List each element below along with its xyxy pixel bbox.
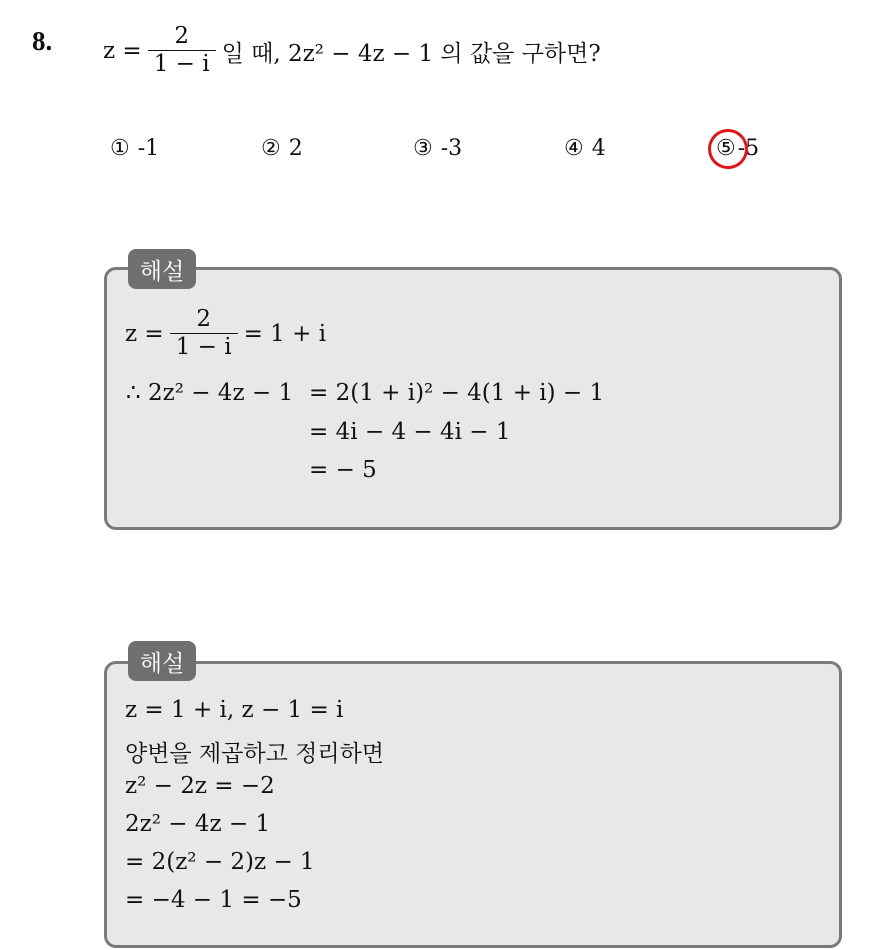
choice-2-value: 2 [288,135,303,161]
answer-choices [0,130,884,166]
solution1-line1 [125,303,326,365]
z-prefix: z = [103,38,142,64]
solution1-line3: = 4i − 4 − 4i − 1 [309,419,511,445]
solution1-line2-right: = 2(1 + i)² − 4(1 + i) − 1 [309,380,605,406]
solution2-line1: z = 1 + i, z − 1 = i [125,697,344,723]
question-rest: 일 때, 2z² − 4z − 1 의 값을 구하면? [221,40,601,67]
choice-5[interactable] [716,130,759,166]
solution2-line3: z² − 2z = −2 [125,773,275,799]
solution1-line2-left: ∴ 2z² − 4z − 1 [126,380,294,406]
solution1-z-prefix: z = [125,321,164,347]
choice-2[interactable] [261,130,303,166]
choice-3-value: -3 [440,135,463,161]
solution1-fraction-numerator: 2 [196,306,211,333]
choice-1-mark: ① [110,135,130,161]
question-number: 8. [32,26,53,56]
choice-4[interactable] [564,130,606,166]
question-text [103,16,601,86]
choice-3[interactable] [413,130,462,166]
choice-4-value: 4 [591,135,606,161]
solution1-suffix: = 1 + i [243,321,327,347]
selected-circle-icon [704,125,751,172]
choice-5-value: -5 [737,135,760,161]
fraction-denominator: 1 − i [148,50,216,79]
choice-1-value: -1 [137,135,160,161]
choice-3-mark: ③ [413,135,433,161]
fraction [148,23,216,78]
choice-1[interactable] [110,130,159,166]
solution1-line4: = − 5 [309,457,377,483]
solution2-line5: = 2(z² − 2)z − 1 [125,849,315,875]
solution2-line4: 2z² − 4z − 1 [125,811,271,837]
solution2-line6: = −4 − 1 = −5 [125,887,302,913]
fraction-numerator: 2 [174,23,189,50]
solution2-line2: 양변을 제곱하고 정리하면 [125,741,385,767]
solution1-fraction [170,306,238,361]
choice-2-mark: ② [261,135,281,161]
choice-4-mark: ④ [564,135,584,161]
solution-tag-2: 해설 [128,641,196,681]
solution-tag-1: 해설 [128,249,196,289]
solution1-fraction-denominator: 1 − i [170,333,238,362]
choice-5-mark: ⑤ [716,135,736,161]
